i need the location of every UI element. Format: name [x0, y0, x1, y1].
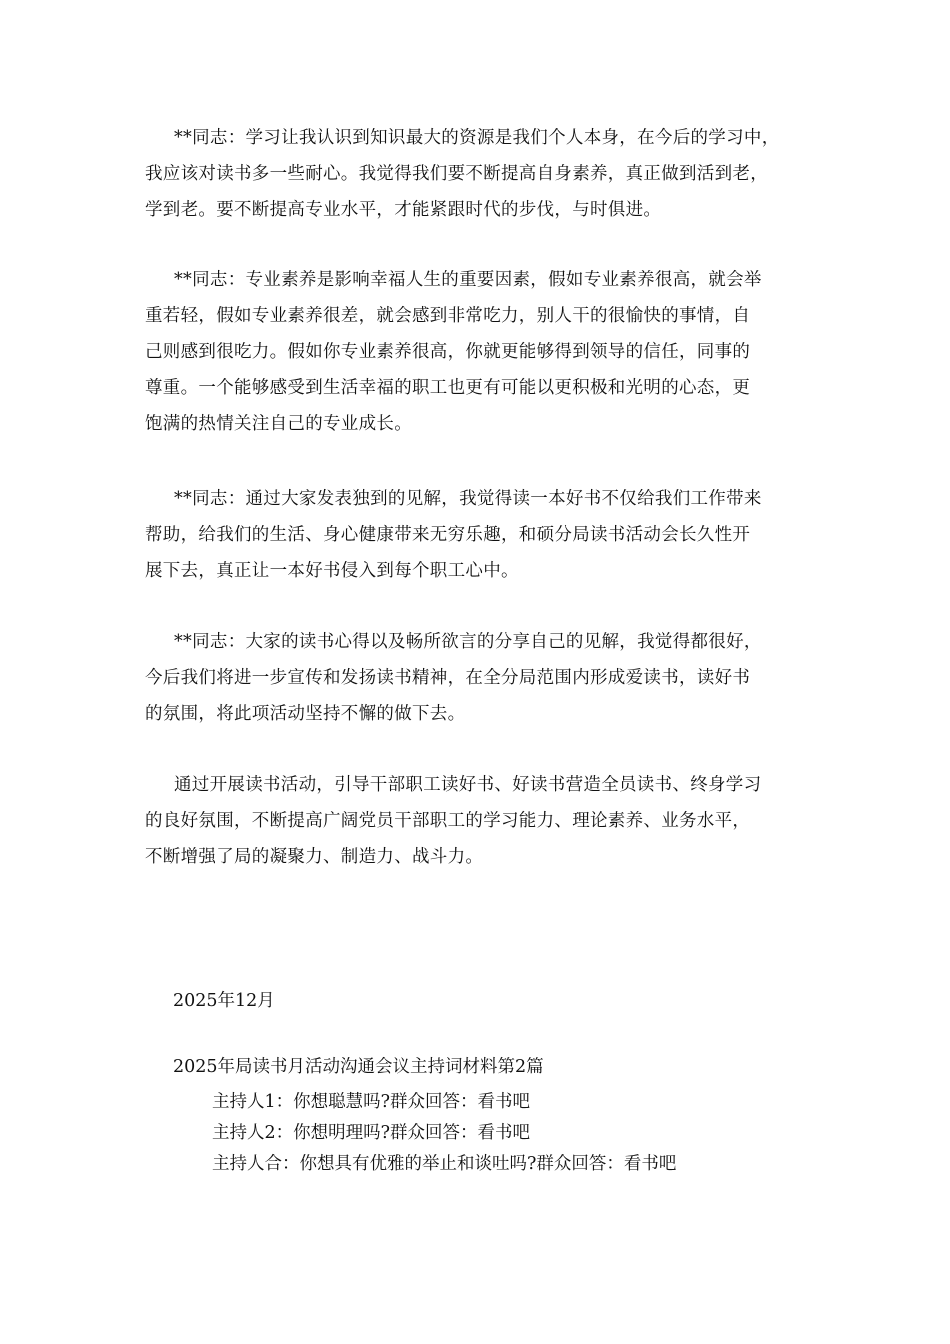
host-line: 主持人1：你想聪慧吗?群众回答：看书吧 [212, 1092, 531, 1112]
paragraph-line: **同志：大家的读书心得以及畅所欲言的分享自己的见解，我觉得都很好， [174, 632, 762, 652]
paragraph-line: **同志：通过大家发表独到的见解，我觉得读一本好书不仅给我们工作带来 [174, 489, 762, 509]
document-date: 2025年12月 [173, 991, 275, 1011]
paragraph-4 [145, 624, 815, 732]
paragraph-line: 通过开展读书活动，引导干部职工读好书、好读书营造全员读书、终身学习 [174, 775, 762, 795]
paragraph-5 [145, 767, 815, 875]
host-line: 主持人2：你想明理吗?群众回答：看书吧 [212, 1123, 531, 1143]
paragraph-2 [145, 262, 815, 442]
host-line: 主持人合：你想具有优雅的举止和谈吐吗?群众回答：看书吧 [212, 1154, 677, 1174]
paragraph-3 [145, 481, 815, 589]
paragraph-line: 饱满的热情关注自己的专业成长。 [145, 414, 412, 434]
paragraph-line: 我应该对读书多一些耐心。我觉得我们要不断提高自身素养，真正做到活到老， [145, 164, 768, 184]
paragraph-1 [145, 120, 815, 228]
paragraph-line: 重若轻，假如专业素养很差，就会感到非常吃力，别人干的很愉快的事情，自 [145, 306, 751, 326]
paragraph-line: 学到老。要不断提高专业水平，才能紧跟时代的步伐，与时俱进。 [145, 200, 662, 220]
paragraph-line: 帮助，给我们的生活、身心健康带来无穷乐趣，和硕分局读书活动会长久性开 [145, 525, 751, 545]
host-dialogue [212, 1087, 676, 1180]
paragraph-line: 的氛围，将此项活动坚持不懈的做下去。 [145, 704, 466, 724]
paragraph-line: **同志：专业素养是影响幸福人生的重要因素，假如专业素养很高，就会举 [174, 270, 762, 290]
paragraph-line: **同志：学习让我认识到知识最大的资源是我们个人本身，在今后的学习中， [174, 128, 780, 148]
section-title: 2025年局读书月活动沟通会议主持词材料第2篇 [173, 1057, 544, 1077]
paragraph-line: 尊重。一个能够感受到生活幸福的职工也更有可能以更积极和光明的心态，更 [145, 378, 751, 398]
paragraph-line: 不断增强了局的凝聚力、制造力、战斗力。 [145, 847, 484, 867]
paragraph-line: 的良好氛围，不断提高广阔党员干部职工的学习能力、理论素养、业务水平， [145, 811, 751, 831]
paragraph-line: 展下去，真正让一本好书侵入到每个职工心中。 [145, 561, 519, 581]
paragraph-line: 今后我们将进一步宣传和发扬读书精神，在全分局范围内形成爱读书，读好书 [145, 668, 751, 688]
paragraph-line: 己则感到很吃力。假如你专业素养很高，你就更能够得到领导的信任，同事的 [145, 342, 751, 362]
